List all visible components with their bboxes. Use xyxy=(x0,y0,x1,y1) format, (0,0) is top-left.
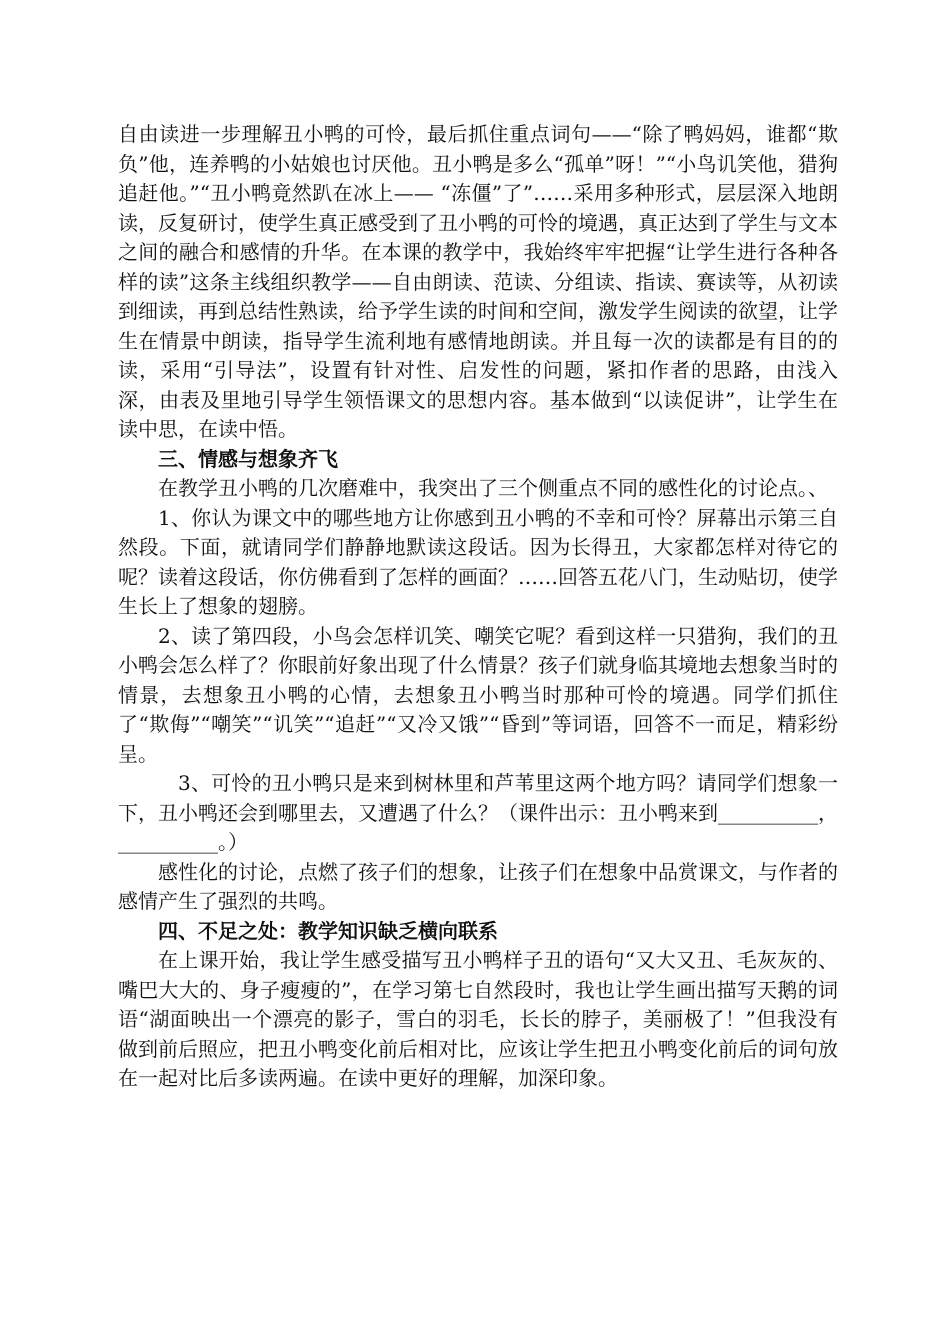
paragraph-discussion-intro: 在教学丑小鸭的几次磨难中，我突出了三个侧重点不同的感性化的讨论点。、 xyxy=(158,476,828,500)
paragraph-shortcomings: 在上课开始，我让学生感受描写丑小鸭样子丑的语句“又大又丑、毛灰灰的、嘴巴大大的、身子瘦瘦的”，在学习第七自然段时，我也让学生画出描写天鹅的词语“湖面映出一个漂亮的影子，雪白的羽毛，长长的脖子，美丽极了！”但我没有做到前后照应，把丑小鸭变化前后相对比，应该让学生把丑小鸭变化前后的词句放在一起对比后多读两遍。在读中更好的理解，加深印象。 xyxy=(118,948,838,1090)
section-heading-4: 四、不足之处：教学知识缺乏横向联系 xyxy=(158,918,498,943)
paragraph-point-3: 3、可怜的丑小鸭只是来到树林里和芦苇里这两个地方吗？请同学们想象一下，丑小鸭还会到哪里去，又遭遇了什么？（课件出示：丑小鸭来到__________，__________。） xyxy=(118,771,838,854)
paragraph-point-1: 1、你认为课文中的哪些地方让你感到丑小鸭的不幸和可怜？屏幕出示第三自然段。下面，就请同学们静静地默读这段话。因为长得丑，大家都怎样对待它的呢？读着这段话，你仿佛看到了怎样的画面？……回答五花八门，生动贴切，使学生长上了想象的翅膀。 xyxy=(118,505,838,618)
paragraph-discussion-summary: 感性化的讨论，点燃了孩子们的想象，让孩子们在想象中品赏课文，与作者的感情产生了强烈的共鸣。 xyxy=(118,859,838,913)
paragraph-point-2: 2、读了第四段，小鸟会怎样讥笑、嘲笑它呢？看到这样一只猎狗，我们的丑小鸭会怎么样了？你眼前好象出现了什么情景？孩子们就身临其境地去想象当时的情景，去想象丑小鸭的心情，去想象丑小鸭当时那种可怜的境遇。同学们抓住了“欺侮”“嘲笑”“讥笑”“追赶”“又冷又饿”“昏到”等词语，回答不一而足，精彩纷呈。 xyxy=(118,623,838,766)
section-heading-3: 三、情感与想象齐飞 xyxy=(158,446,338,471)
document-page xyxy=(118,120,838,1094)
paragraph-reading-methods: 自由读进一步理解丑小鸭的可怜，最后抓住重点词句——“除了鸭妈妈，谁都“欺负”他，连养鸭的小姑娘也讨厌他。丑小鸭是多么“孤单”呀！”“小鸟讥笑他，猎狗追赶他。”“丑小鸭竟然趴在冰上—— “冻僵”了”……采用多种形式，层层深入地朗读，反复研讨，使学生真正感受到了丑小鸭的可怜的境遇，真正达到了学生与文本之间的融合和感情的升华。在本课的教学中，我始终牢牢把握“让学生进行各种各样的读”这条主线组织教学——自由朗读、范读、分组读、指读、赛读等，从初读到细读，再到总结性熟读，给予学生读的时间和空间，激发学生阅读的欲望，让学生在情景中朗读，指导学生流利地有感情地朗读。并且每一次的读都是有目的的读，采用“引导法”，设置有针对性、启发性的问题，紧扣作者的思路，由浅入深，由表及里地引导学生领悟课文的思想内容。基本做到“以读促讲”，让学生在读中思，在读中悟。 xyxy=(118,122,838,441)
